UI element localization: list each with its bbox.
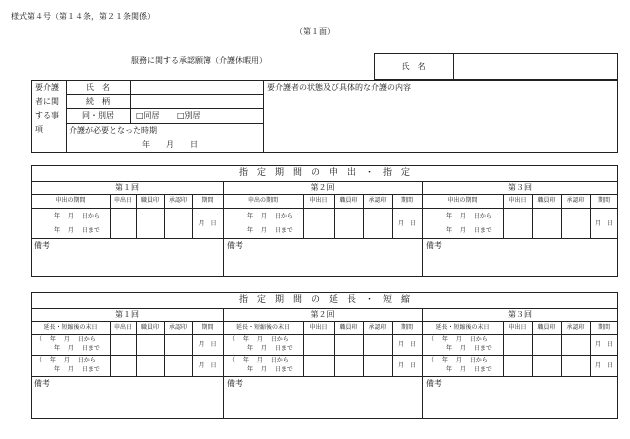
divider <box>31 355 618 356</box>
divider <box>31 321 618 322</box>
round-1-header: 第１回 <box>115 310 139 319</box>
col-days: 期間 <box>400 197 413 204</box>
col-seal1: 職員印 <box>140 324 159 331</box>
col-seal1: 職員印 <box>537 197 556 204</box>
ext-line2[interactable]: 年 月 日まで <box>247 366 293 373</box>
col-date: 申出日 <box>113 324 132 331</box>
divider <box>422 181 423 277</box>
period-days[interactable]: 月 日 <box>198 220 217 227</box>
divider <box>66 123 263 124</box>
cared-person-name-label: 氏 名 <box>86 83 110 92</box>
ext-line2[interactable]: 年 月 日まで <box>54 366 100 373</box>
remarks-label: 備考 <box>426 241 442 250</box>
col-period: 申出の期間 <box>447 197 478 204</box>
ext-line1[interactable]: （ 年 月 日から <box>36 336 96 343</box>
round-3-header: 第３回 <box>508 183 532 192</box>
col-date: 申出日 <box>508 324 527 331</box>
period-from[interactable]: 年 月 日から <box>247 213 293 220</box>
divider <box>31 238 618 239</box>
ext-line2[interactable]: 年 月 日まで <box>54 345 100 352</box>
name-divider <box>453 53 454 80</box>
ext-days[interactable]: 月 日 <box>397 341 416 348</box>
remarks-label: 備考 <box>227 241 243 250</box>
section-designation-title: 指 定 期 間 の 申 出 ・ 指 定 <box>238 168 410 178</box>
side-label-line: 項 <box>35 125 43 134</box>
ext-line2[interactable]: 年 月 日まで <box>446 345 492 352</box>
remarks-label: 備考 <box>34 241 50 250</box>
col-period: 申出の期間 <box>247 197 278 204</box>
col-period: 延長・短縮後の末日 <box>435 324 490 331</box>
divider <box>31 194 618 195</box>
period-to[interactable]: 年 月 日まで <box>446 227 492 234</box>
form-title: 服務に関する承認願簿（介護休暇用） <box>131 56 267 65</box>
ext-line1[interactable]: （ 年 月 日から <box>229 357 289 364</box>
cared-person-name-field[interactable] <box>130 80 263 94</box>
col-days: 期間 <box>201 324 214 331</box>
col-seal2: 承認印 <box>566 324 585 331</box>
divider <box>31 376 618 377</box>
col-seal1: 職員印 <box>339 197 358 204</box>
period-from[interactable]: 年 月 日から <box>446 213 492 220</box>
divider <box>66 94 263 95</box>
ext-days[interactable]: 月 日 <box>594 341 613 348</box>
col-seal2: 承認印 <box>566 197 585 204</box>
relation-label: 続 柄 <box>86 97 110 106</box>
period-to[interactable]: 年 月 日まで <box>54 227 100 234</box>
col-date: 申出日 <box>309 197 328 204</box>
divider <box>66 108 263 109</box>
condition-label: 要介護者の状態及び具体的な介護の内容 <box>267 83 411 92</box>
ext-days[interactable]: 月 日 <box>198 341 217 348</box>
col-date: 申出日 <box>309 324 328 331</box>
form-number: 様式第４号（第１４条，第２１条関係） <box>11 12 155 21</box>
col-seal1: 職員印 <box>339 324 358 331</box>
col-date: 申出日 <box>508 197 527 204</box>
ext-days[interactable]: 月 日 <box>198 362 217 369</box>
col-seal2: 承認印 <box>368 324 387 331</box>
col-period: 延長・短縮後の末日 <box>43 324 98 331</box>
needed-period-label: 介護が必要となった時期 <box>69 126 157 135</box>
col-seal2: 承認印 <box>368 197 387 204</box>
section-extension-title: 指 定 期 間 の 延 長 ・ 短 縮 <box>238 295 410 305</box>
cohabit-checkbox[interactable]: □同居 <box>136 111 160 120</box>
needed-period-date[interactable]: 年 月 日 <box>142 140 198 149</box>
living-label: 同・別居 <box>82 111 114 120</box>
applicant-name-label: 氏 名 <box>401 62 426 71</box>
col-seal1: 職員印 <box>537 324 556 331</box>
divider <box>223 181 224 277</box>
divider <box>31 208 618 209</box>
ext-line2[interactable]: 年 月 日まで <box>446 366 492 373</box>
round-2-header: 第２回 <box>310 183 335 192</box>
ext-days[interactable]: 月 日 <box>397 362 416 369</box>
ext-line1[interactable]: （ 年 月 日から <box>36 357 96 364</box>
separate-checkbox[interactable]: □別居 <box>177 111 201 120</box>
col-days: 期間 <box>597 197 610 204</box>
col-days: 期間 <box>400 324 413 331</box>
ext-line1[interactable]: （ 年 月 日から <box>229 336 289 343</box>
ext-line2[interactable]: 年 月 日まで <box>247 345 293 352</box>
col-period: 延長・短縮後の末日 <box>235 324 290 331</box>
round-3-header: 第３回 <box>508 310 532 319</box>
divider <box>31 334 618 335</box>
remarks-label: 備考 <box>227 379 243 388</box>
period-to[interactable]: 年 月 日まで <box>247 227 293 234</box>
divider <box>31 308 618 309</box>
round-1-header: 第１回 <box>115 183 139 192</box>
period-days[interactable]: 月 日 <box>397 220 416 227</box>
divider <box>263 80 264 153</box>
round-2-header: 第２回 <box>310 310 335 319</box>
side-label-line: 者に関 <box>35 97 59 106</box>
side-label-line: 要介護 <box>35 83 59 92</box>
col-seal1: 職員印 <box>140 197 159 204</box>
period-from[interactable]: 年 月 日から <box>54 213 100 220</box>
col-seal2: 承認印 <box>168 324 187 331</box>
ext-line1[interactable]: （ 年 月 日から <box>428 357 488 364</box>
remarks-label: 備考 <box>426 379 442 388</box>
ext-line1[interactable]: （ 年 月 日から <box>428 336 488 343</box>
col-period: 申出の期間 <box>55 197 86 204</box>
page-label: （第１面） <box>295 27 335 36</box>
period-days[interactable]: 月 日 <box>594 220 613 227</box>
col-date: 申出日 <box>113 197 132 204</box>
ext-days[interactable]: 月 日 <box>594 362 613 369</box>
divider <box>31 181 618 182</box>
remarks-label: 備考 <box>34 379 50 388</box>
col-seal2: 承認印 <box>168 197 187 204</box>
side-label-line: する事 <box>35 111 59 120</box>
col-days: 期間 <box>201 197 214 204</box>
col-days: 期間 <box>597 324 610 331</box>
